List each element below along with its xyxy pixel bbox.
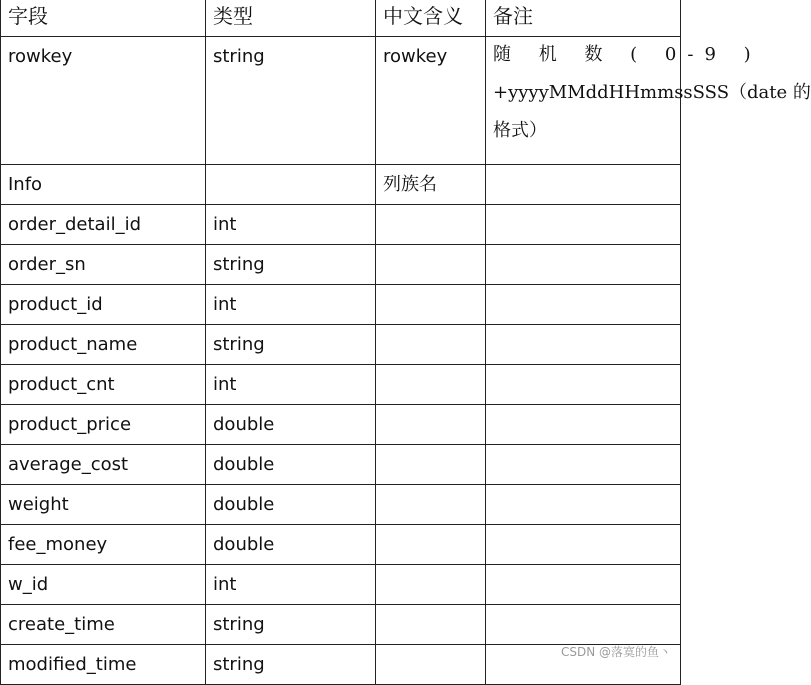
cell-meaning	[376, 405, 486, 445]
table-row	[1, 205, 681, 245]
cell-remark	[486, 165, 681, 205]
cell-field: fee_money	[1, 525, 206, 565]
cell-meaning: rowkey	[376, 37, 486, 165]
remark-line-3: 格式）	[493, 120, 547, 141]
cell-field: Info	[1, 165, 206, 205]
cell-field: product_id	[1, 285, 206, 325]
cell-field: product_cnt	[1, 365, 206, 405]
cell-type: double	[206, 485, 376, 525]
table-row	[1, 565, 681, 605]
cell-type: int	[206, 205, 376, 245]
cell-meaning	[376, 565, 486, 605]
cell-field: order_detail_id	[1, 205, 206, 245]
cell-field: modified_time	[1, 645, 206, 685]
cell-meaning	[376, 205, 486, 245]
cell-remark	[486, 405, 681, 445]
cell-type: int	[206, 365, 376, 405]
cell-remark	[486, 525, 681, 565]
cell-type: string	[206, 325, 376, 365]
table-row-rowkey	[1, 37, 681, 165]
cell-meaning	[376, 645, 486, 685]
cell-field: w_id	[1, 565, 206, 605]
cell-meaning	[376, 605, 486, 645]
table-row	[1, 285, 681, 325]
table-row	[1, 405, 681, 445]
cell-type: double	[206, 525, 376, 565]
cell-remark	[486, 245, 681, 285]
header-meaning: 中文含义	[376, 0, 486, 37]
cell-type: string	[206, 245, 376, 285]
cell-remark	[486, 605, 681, 645]
cell-type: double	[206, 405, 376, 445]
cell-remark	[486, 365, 681, 405]
table-row	[1, 525, 681, 565]
header-field: 字段	[1, 0, 206, 37]
table-row	[1, 325, 681, 365]
cell-meaning	[376, 525, 486, 565]
cell-meaning	[376, 285, 486, 325]
table-row	[1, 605, 681, 645]
cell-meaning: 列族名	[376, 165, 486, 205]
watermark: CSDN @落寞的鱼丶	[560, 645, 671, 659]
table-row	[1, 485, 681, 525]
cell-field: rowkey	[1, 37, 206, 165]
cell-type: string	[206, 645, 376, 685]
cell-type: int	[206, 285, 376, 325]
cell-type: double	[206, 445, 376, 485]
cell-field: create_time	[1, 605, 206, 645]
cell-field: order_sn	[1, 245, 206, 285]
table-header-row	[1, 0, 681, 37]
cell-meaning	[376, 365, 486, 405]
table-row	[1, 365, 681, 405]
table-row-info	[1, 165, 681, 205]
cell-remark	[486, 445, 681, 485]
cell-type: int	[206, 565, 376, 605]
field-rows	[1, 205, 681, 685]
cell-type	[206, 165, 376, 205]
cell-meaning	[376, 445, 486, 485]
remark-line-1: 随 机 数 ( 0-9 )	[493, 44, 762, 65]
cell-remark	[486, 565, 681, 605]
cell-meaning	[376, 325, 486, 365]
table-row	[1, 245, 681, 285]
cell-remark	[486, 285, 681, 325]
cell-meaning	[376, 485, 486, 525]
header-remark: 备注	[486, 0, 681, 37]
cell-field: average_cost	[1, 445, 206, 485]
cell-meaning	[376, 245, 486, 285]
cell-remark	[486, 325, 681, 365]
cell-remark	[486, 485, 681, 525]
cell-field: product_name	[1, 325, 206, 365]
remark-line-2: +yyyyMMddHHmmssSSS（date 的	[493, 82, 811, 103]
cell-type: string	[206, 605, 376, 645]
table-row	[1, 445, 681, 485]
cell-field: product_price	[1, 405, 206, 445]
cell-type: string	[206, 37, 376, 165]
cell-field: weight	[1, 485, 206, 525]
header-type: 类型	[206, 0, 376, 37]
cell-remark	[486, 205, 681, 245]
cell-remark	[486, 37, 811, 165]
